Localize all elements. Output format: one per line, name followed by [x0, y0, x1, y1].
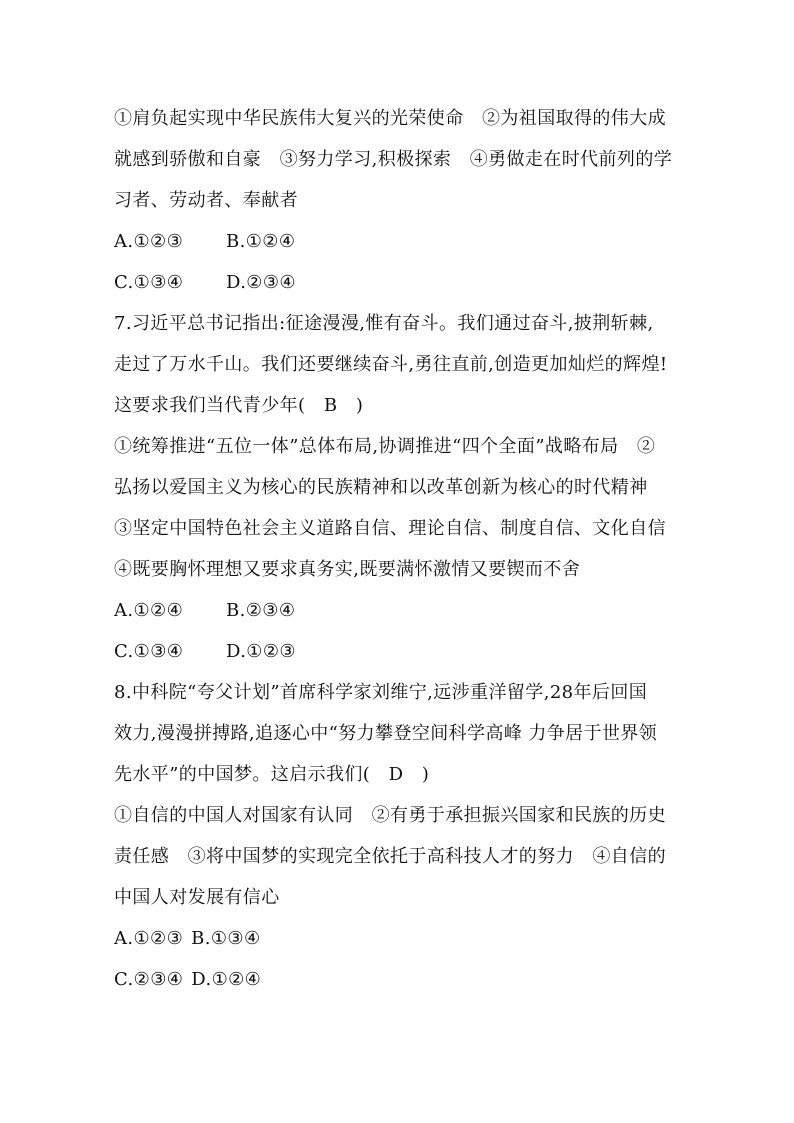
option-b: B.①③④ — [191, 928, 261, 949]
q6-options-row-2 — [114, 262, 694, 303]
q7-stem-line: 走过了万水千山。我们还要继续奋斗,勇往直前,创造更加灿烂的辉煌! — [114, 354, 668, 375]
option-a: A.①②③ — [114, 928, 184, 949]
q8-options-row-1 — [114, 918, 694, 959]
q8-item-line: 责任感 ③将中国梦的实现完全依托于高科技人才的努力 ④自信的 — [114, 846, 666, 867]
q8-stem-line: 效力,漫漫拼搏路,追逐心中“努力攀登空间科学高峰 力争居于世界领 — [114, 723, 658, 744]
q7-options-row-1 — [114, 590, 694, 631]
q7-options-row-2 — [114, 631, 694, 672]
q7-item-line: 弘扬以爱国主义为核心的民族精神和以改革创新为核心的时代精神 — [114, 477, 648, 498]
option-d: D.②③④ — [226, 272, 296, 293]
option-a: A.①②④ — [114, 600, 184, 621]
question-6 — [114, 98, 694, 303]
q7-item-line: ①统筹推进“五位一体”总体布局,协调推进“四个全面”战略布局 ② — [114, 436, 656, 457]
q7-stem-line: 7.习近平总书记指出:征途漫漫,惟有奋斗。我们通过奋斗,披荆斩棘, — [114, 313, 654, 334]
q8-stem-line: 先水平”的中国梦。这启示我们( D ) — [114, 764, 430, 785]
question-8 — [114, 672, 694, 1000]
q8-item-line: 中国人对发展有信心 — [114, 887, 280, 908]
q8-item-line: ①自信的中国人对国家有认同 ②有勇于承担振兴国家和民族的历史 — [114, 805, 666, 826]
option-d: D.①②④ — [191, 969, 262, 990]
q6-item-line: 就感到骄傲和自豪 ③努力学习,积极探索 ④勇做走在时代前列的学 — [114, 149, 673, 170]
q7-item-line: ④既要胸怀理想又要求真务实,既要满怀激情又要锲而不舍 — [114, 559, 581, 580]
q6-item-line: 习者、劳动者、奉献者 — [114, 190, 298, 211]
q7-item-line: ③坚定中国特色社会主义道路自信、理论自信、制度自信、文化自信 — [114, 518, 666, 539]
option-c: C.①③④ — [114, 641, 184, 662]
document-page — [114, 98, 694, 1000]
option-c: C.①③④ — [114, 272, 184, 293]
option-c: C.②③④ — [114, 969, 184, 990]
q6-options-row-1 — [114, 221, 694, 262]
q7-stem-line: 这要求我们当代青少年( B ) — [114, 395, 364, 416]
question-7 — [114, 303, 694, 672]
option-b: B.①②④ — [226, 231, 296, 252]
option-a: A.①②③ — [114, 231, 184, 252]
option-d: D.①②③ — [226, 641, 296, 662]
q8-options-row-2 — [114, 959, 694, 1000]
option-b: B.②③④ — [226, 600, 296, 621]
q8-stem-line: 8.中科院“夸父计划”首席科学家刘维宁,远涉重洋留学,28年后回国 — [114, 682, 648, 703]
q6-item-line: ①肩负起实现中华民族伟大复兴的光荣使命 ②为祖国取得的伟大成 — [114, 108, 666, 129]
